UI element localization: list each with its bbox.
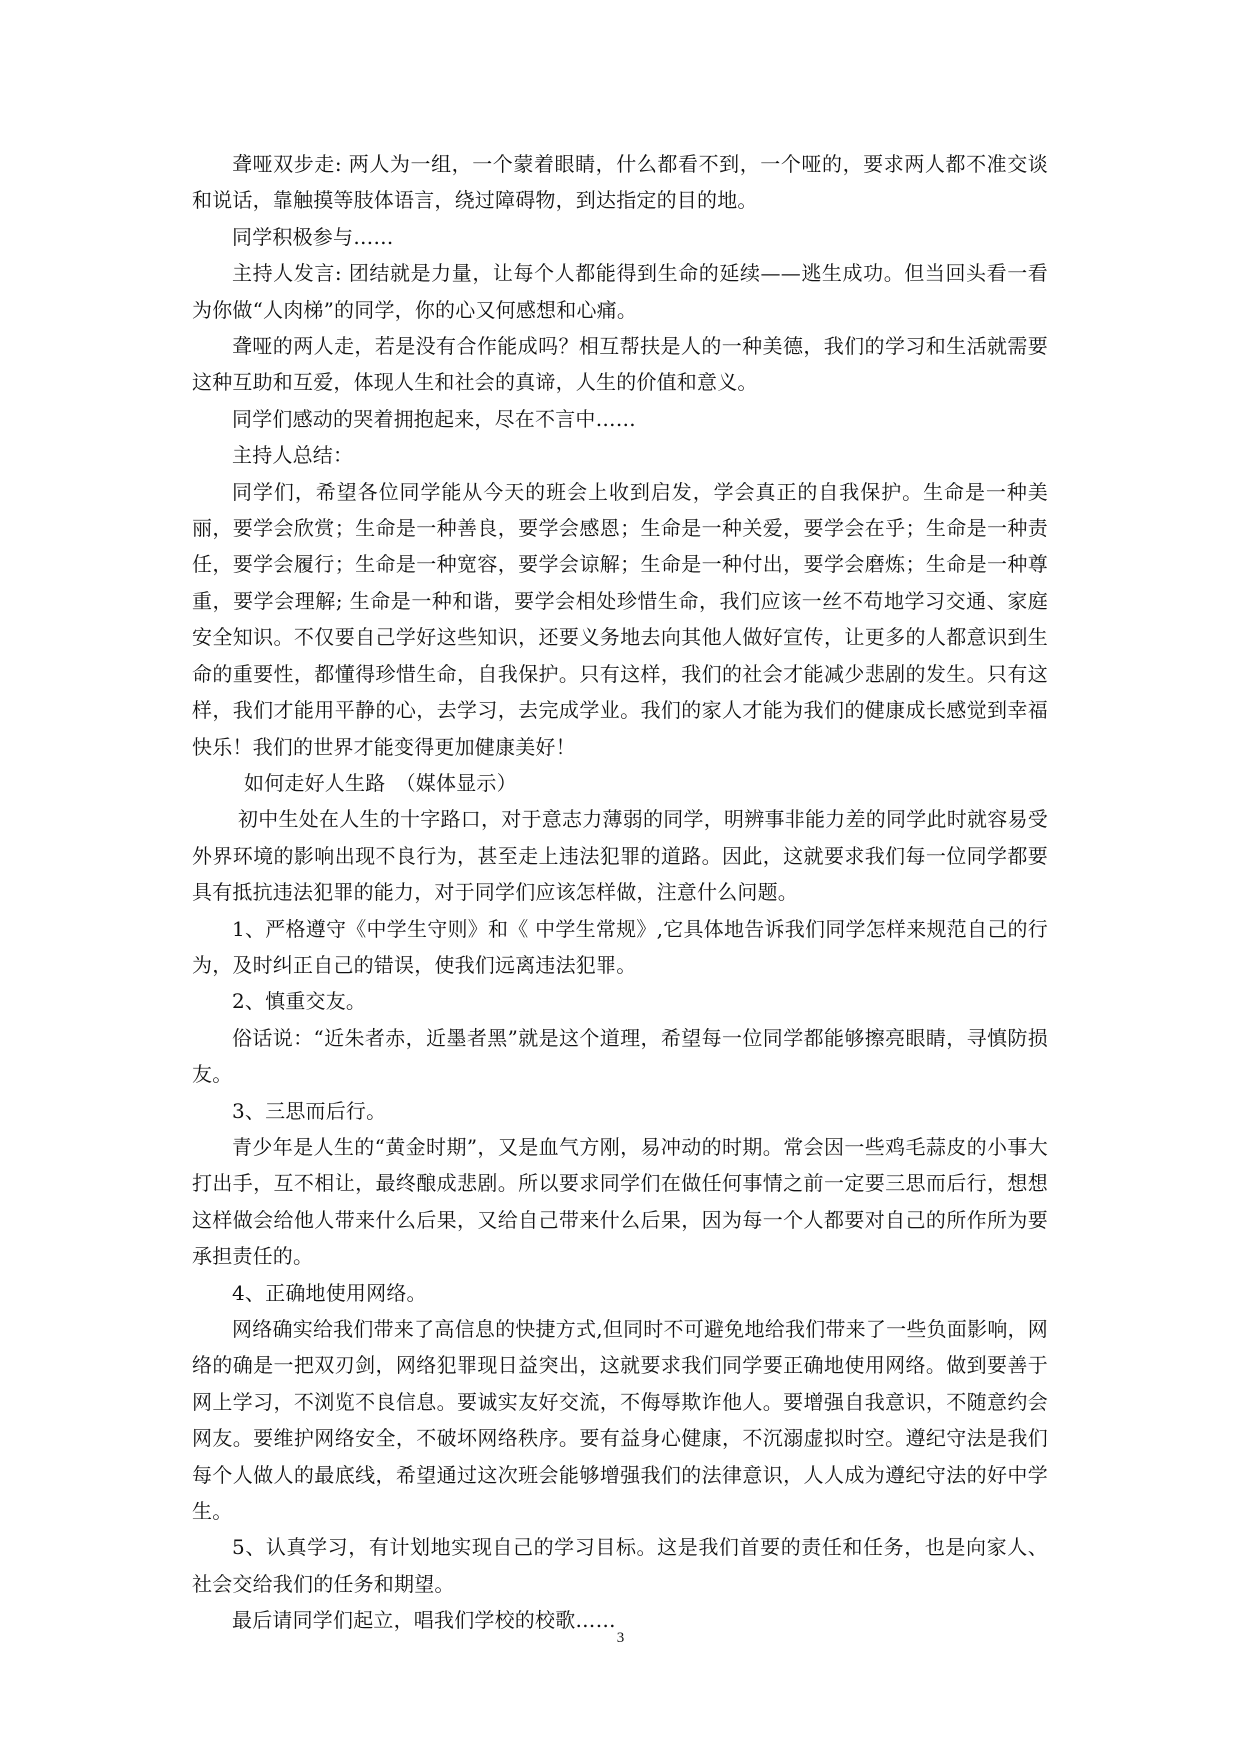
paragraph-youth: 青少年是人生的“黄金时期”，又是血气方刚，易冲动的时期。常会因一些鸡毛蒜皮的小事大打出手，互不相让，最终酿成悲剧。所以要求同学们在做任何事情之前一定要三思而后行，想想这样做会给他人带来什么后果，又给自己带来什么后果，因为每一个人都要对自己的所作所为要承担责任的。 (192, 1134, 1048, 1269)
paragraph-embrace: 同学们感动的哭着拥抱起来，尽在不言中…… (232, 406, 636, 431)
paragraph-internet: 网络确实给我们带来了高信息的快捷方式,但同时不可避免地给我们带来了一些负面影响，网络的确是一把双刃剑，网络犯罪现日益突出，这就要求我们同学要正确地使用网络。做到要善于网上学习，不浏览不良信息。要诚实友好交流，不侮辱欺诈他人。要增强自我意识，不随意约会网友。要维护网络安全，不破坏网络秩序。要有益身心健康，不沉溺虚拟时空。遵纪守法是我们每个人做人的最底线，希望通过这次班会能够增强我们的法律意识，人人成为遵纪守法的好中学生。 (192, 1317, 1048, 1524)
list-item-rules: 1、严格遵守《中学生守则》和《 中学生常规》,它具体地告诉我们同学怎样来规范自己的行为，及时纠正自己的错误，使我们远离违法犯罪。 (192, 916, 1048, 977)
page-number: 3 (616, 1630, 625, 1646)
list-item-think-twice: 3、三思而后行。 (232, 1098, 387, 1123)
section-heading-life-path: 如何走好人生路 （媒体显示） (244, 770, 517, 795)
paragraph-school-song: 最后请同学们起立，唱我们学校的校歌…… (232, 1608, 616, 1633)
list-item-study: 5、认真学习，有计划地实现自己的学习目标。这是我们首要的责任和任务，也是向家人、社会交给我们的任务和期望。 (192, 1535, 1048, 1596)
paragraph-crossroads: 初中生处在人生的十字路口，对于意志力薄弱的同学，明辨事非能力差的同学此时就容易受外界环境的影响出现不良行为，甚至走上违法犯罪的道路。因此，这就要求我们每一位同学都要具有抵抗违法犯罪的能力，对于同学们应该怎样做，注意什么问题。 (192, 807, 1048, 905)
list-item-internet: 4、正确地使用网络。 (232, 1280, 427, 1305)
document-body (192, 146, 1048, 1639)
paragraph-host-speech: 主持人发言: 团结就是力量，让每个人都能得到生命的延续——逃生成功。但当回头看一看为你做“人肉梯”的同学，你的心又何感想和心痛。 (192, 261, 1048, 322)
paragraph-host-summary: 同学们，希望各位同学能从今天的班会上收到启发，学会真正的自我保护。生命是一种美丽，要学会欣赏；生命是一种善良，要学会感恩；生命是一种关爱，要学会在乎；生命是一种责任，要学会履行；生命是一种宽容，要学会谅解；生命是一种付出，要学会磨炼；生命是一种尊重，要学会理解; 生命是一种和谐，要学会相处珍惜生命，我们应该一丝不苟地学习交通、家庭安全知识。不仅要自己学好这些知识，还要义务地去向其他人做好宣传，让更多的人都意识到生命的重要性，都懂得珍惜生命，自我保护。只有这样，我们的社会才能减少悲剧的发生。只有这样，我们才能用平静的心，去学习，去完成学业。我们的家人才能为我们的健康成长感觉到幸福快乐！我们的世界才能变得更加健康美好！ (192, 479, 1048, 759)
paragraph-host-summary-heading: 主持人总结： (232, 443, 354, 468)
paragraph-participation: 同学积极参与…… (232, 224, 394, 249)
paragraph-deaf-mute-walk: 聋哑双步走: 两人为一组，一个蒙着眼睛，什么都看不到，一个哑的，要求两人都不准交谈和说话，靠触摸等肢体语言，绕过障碍物，到达指定的目的地。 (192, 152, 1048, 213)
paragraph-cooperation: 聋哑的两人走，若是没有合作能成吗？相互帮扶是人的一种美德，我们的学习和生活就需要这种互助和互爱，体现人生和社会的真谛，人生的价值和意义。 (192, 334, 1048, 395)
list-item-friends: 2、慎重交友。 (232, 989, 367, 1014)
paragraph-proverb: 俗话说：“近朱者赤，近墨者黑”就是这个道理，希望每一位同学都能够擦亮眼睛，寻慎防损友。 (192, 1025, 1048, 1087)
